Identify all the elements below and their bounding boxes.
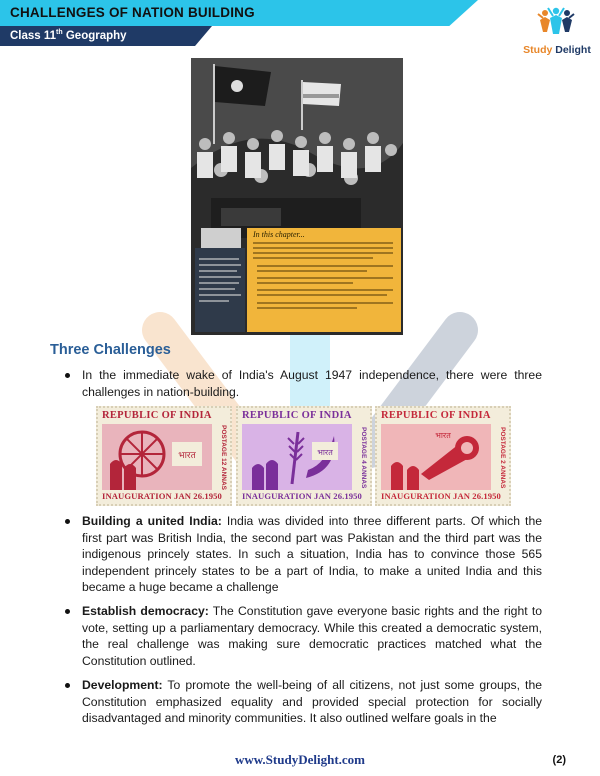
chapter-opening-photo xyxy=(191,58,403,335)
bullet-heading: Building a united India: xyxy=(82,514,222,528)
page-number: (2) xyxy=(552,754,566,766)
stamp-top-text: REPUBLIC OF INDIA xyxy=(242,410,352,421)
stamp-denomination: POSTAGE 4 ANNAS xyxy=(360,427,367,489)
stamp-top-text: REPUBLIC OF INDIA xyxy=(381,410,491,421)
list-item: Development: To promote the well-being of all citizens, not just some groups, the Constitution emphasized equality and provided special protection for socially disadvantaged and minority communities. It also outlined welfare goals in the xyxy=(62,677,542,727)
people-celebrating-logo-icon xyxy=(536,6,576,40)
stamp-bottom-text: INAUGURATION JAN 26.1950 xyxy=(381,491,501,501)
stamp-wheat-sickle xyxy=(236,406,372,506)
bullet-dot xyxy=(65,519,70,524)
stamp-denomination: POSTAGE 12 ANNAS xyxy=(220,425,227,491)
wheat-sickle-icon xyxy=(242,424,352,490)
stamp-spinning-wheel xyxy=(96,406,232,506)
horn-trumpet-icon xyxy=(381,424,491,490)
bullet-dot xyxy=(65,373,70,378)
class-subject-label: Class 11th Geography xyxy=(10,29,127,42)
list-item: Building a united India: India was divided into three different parts. Of which the first part was British India, the second part was Pakistan and the third part was the indigenous princely states. In such a situation, India has to convince those 565 independent princely states to be a part of India, to make a united India and this became a huge became a challenge xyxy=(62,513,542,596)
bullet-dot xyxy=(65,683,70,688)
stamp-top-text: REPUBLIC OF INDIA xyxy=(102,410,212,421)
footer-website-link[interactable]: www.StudyDelight.com xyxy=(234,752,365,767)
stamp-denomination: POSTAGE 2 ANNAS xyxy=(499,427,506,489)
svg-text:भारत: भारत xyxy=(178,451,196,461)
stamp-bottom-text: INAUGURATION JAN 26.1950 xyxy=(242,491,362,501)
bullet-heading: Development: xyxy=(82,678,163,692)
stamp-horn-trumpet xyxy=(375,406,511,506)
svg-text:भारत: भारत xyxy=(435,431,451,440)
section-heading: Three Challenges xyxy=(50,342,171,358)
logo-text: Study Delight xyxy=(523,44,591,56)
list-item: Establish democracy: The Constitution gave everyone basic rights and the right to vote, setting up a parliamentary democracy. While this created a democratic system, the real challenge was making sure democratic practices matched what the Constitution outlined. xyxy=(62,603,542,669)
bullet-heading: Establish democracy: xyxy=(82,604,209,618)
svg-text:भारत: भारत xyxy=(317,448,333,457)
list-item: In the immediate wake of India's August 1947 independence, there were three challenges in nation-building. xyxy=(62,367,542,400)
study-delight-logo xyxy=(520,6,594,66)
stamp-bottom-text: INAUGURATION JAN 26.1950 xyxy=(102,491,222,501)
document-title: CHALLENGES OF NATION BUILDING xyxy=(10,5,255,20)
in-this-chapter-title: In this chapter... xyxy=(253,230,305,239)
bullet-dot xyxy=(65,609,70,614)
spinning-wheel-icon xyxy=(102,424,212,490)
